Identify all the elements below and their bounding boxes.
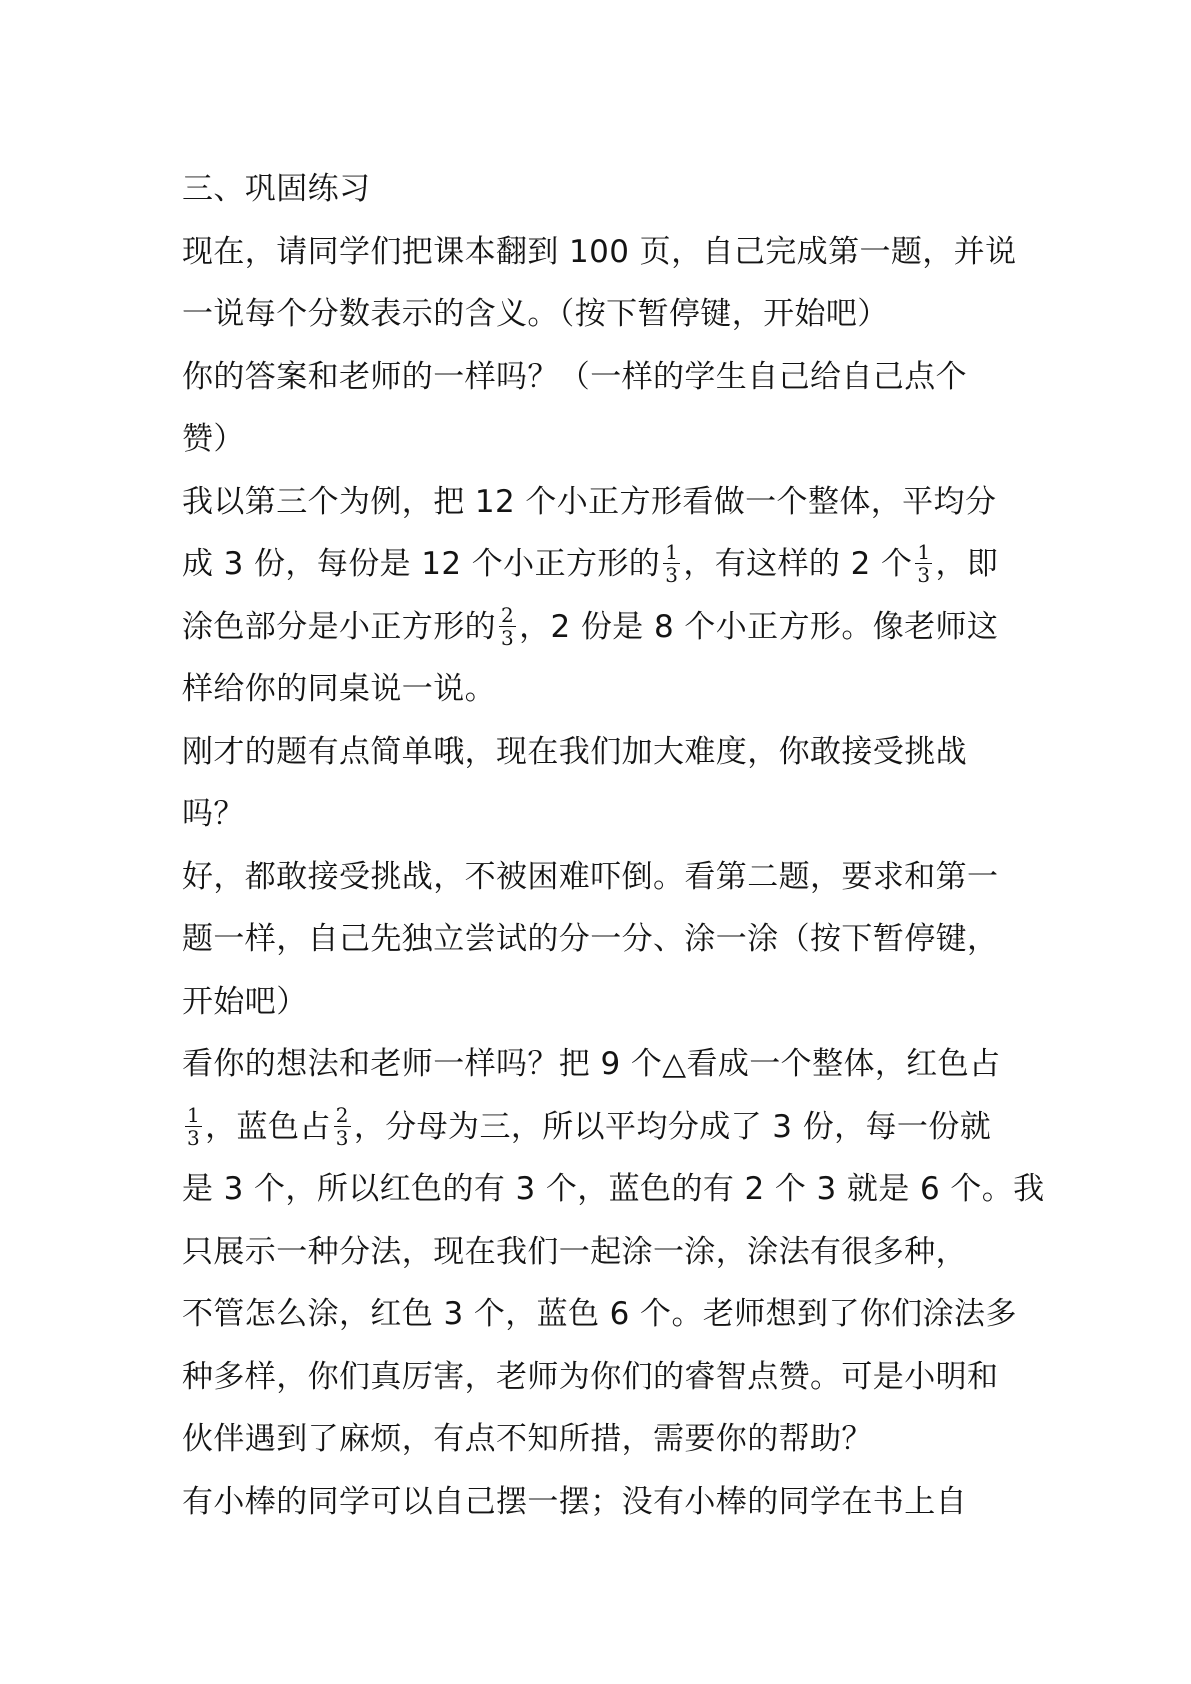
text-segment: ，2 份是 8 个小正方形。像老师这 [519, 608, 999, 645]
paragraph-line-with-fractions [182, 1096, 1024, 1159]
paragraph-line: 吗？ [182, 796, 245, 832]
fraction-denominator: 3 [917, 563, 931, 587]
paragraph-line: 不管怎么涂，红色 3 个，蓝色 6 个。老师想到了你们涂法多 [182, 1296, 1017, 1332]
fraction-denominator: 3 [187, 1125, 201, 1150]
paragraph-line: 好，都敢接受挑战，不被困难吓倒。看第二题，要求和第一 [182, 858, 999, 895]
paragraph-line-with-fractions [182, 596, 1024, 659]
text-segment: ，蓝色占 [205, 1108, 331, 1145]
fraction-numerator: 1 [665, 540, 679, 564]
paragraph-line: 只展示一种分法，现在我们一起涂一涂，涂法有很多种， [182, 1233, 967, 1270]
document-body [182, 158, 1045, 1533]
text-segment: ，即 [935, 546, 999, 582]
text-segment: ，分母为三，所以平均分成了 3 份，每一份就 [353, 1108, 992, 1145]
paragraph-line: 现在，请同学们把课本翻到 100 页，自己完成第一题，并说 [182, 233, 1017, 270]
fraction-numerator: 1 [187, 1102, 201, 1127]
text-segment: ，有这样的 2 个 [683, 546, 913, 582]
text-segment: 涂色部分是小正方形的 [182, 608, 496, 645]
paragraph-line: 样给你的同桌说一说。 [182, 671, 496, 707]
fraction-one-third [915, 542, 932, 585]
fraction-two-thirds [499, 602, 516, 650]
paragraph-line: 刚才的题有点简单哦，现在我们加大难度，你敢接受挑战 [182, 733, 967, 770]
paragraph-line: 一说每个分数表示的含义。（按下暂停键，开始吧） [182, 296, 889, 332]
paragraph-line: 赞） [182, 421, 245, 457]
paragraph-line: 看你的想法和老师一样吗？把 9 个△看成一个整体，红色占 [182, 1046, 1001, 1082]
paragraph-line: 你的答案和老师的一样吗？（一样的学生自己给自己点个 [182, 358, 967, 395]
text-segment: 成 3 份，每份是 12 个小正方形的 [182, 546, 661, 582]
fraction-numerator: 2 [501, 602, 515, 627]
paragraph-line: 种多样，你们真厉害，老师为你们的睿智点赞。可是小明和 [182, 1358, 999, 1395]
paragraph-line: 伙伴遇到了麻烦，有点不知所措，需要你的帮助？ [182, 1421, 873, 1457]
paragraph-line: 有小棒的同学可以自己摆一摆；没有小棒的同学在书上自 [182, 1483, 967, 1520]
fraction-numerator: 1 [917, 540, 931, 564]
section-heading: 三、巩固练习 [182, 171, 371, 207]
paragraph-line: 题一样，自己先独立尝试的分一分、涂一涂（按下暂停键， [182, 921, 999, 957]
fraction-denominator: 3 [501, 625, 515, 650]
paragraph-line: 开始吧） [182, 983, 308, 1020]
paragraph-line: 我以第三个为例，把 12 个小正方形看做一个整体，平均分 [182, 483, 997, 520]
fraction-denominator: 3 [665, 563, 679, 587]
fraction-denominator: 3 [335, 1125, 349, 1150]
paragraph-line-with-fractions [182, 533, 1024, 596]
fraction-one-third [185, 1102, 202, 1150]
fraction-numerator: 2 [335, 1102, 349, 1127]
fraction-two-thirds [334, 1102, 351, 1150]
fraction-one-third [663, 542, 680, 585]
paragraph-line: 是 3 个，所以红色的有 3 个，蓝色的有 2 个 3 就是 6 个。我 [182, 1171, 1045, 1207]
